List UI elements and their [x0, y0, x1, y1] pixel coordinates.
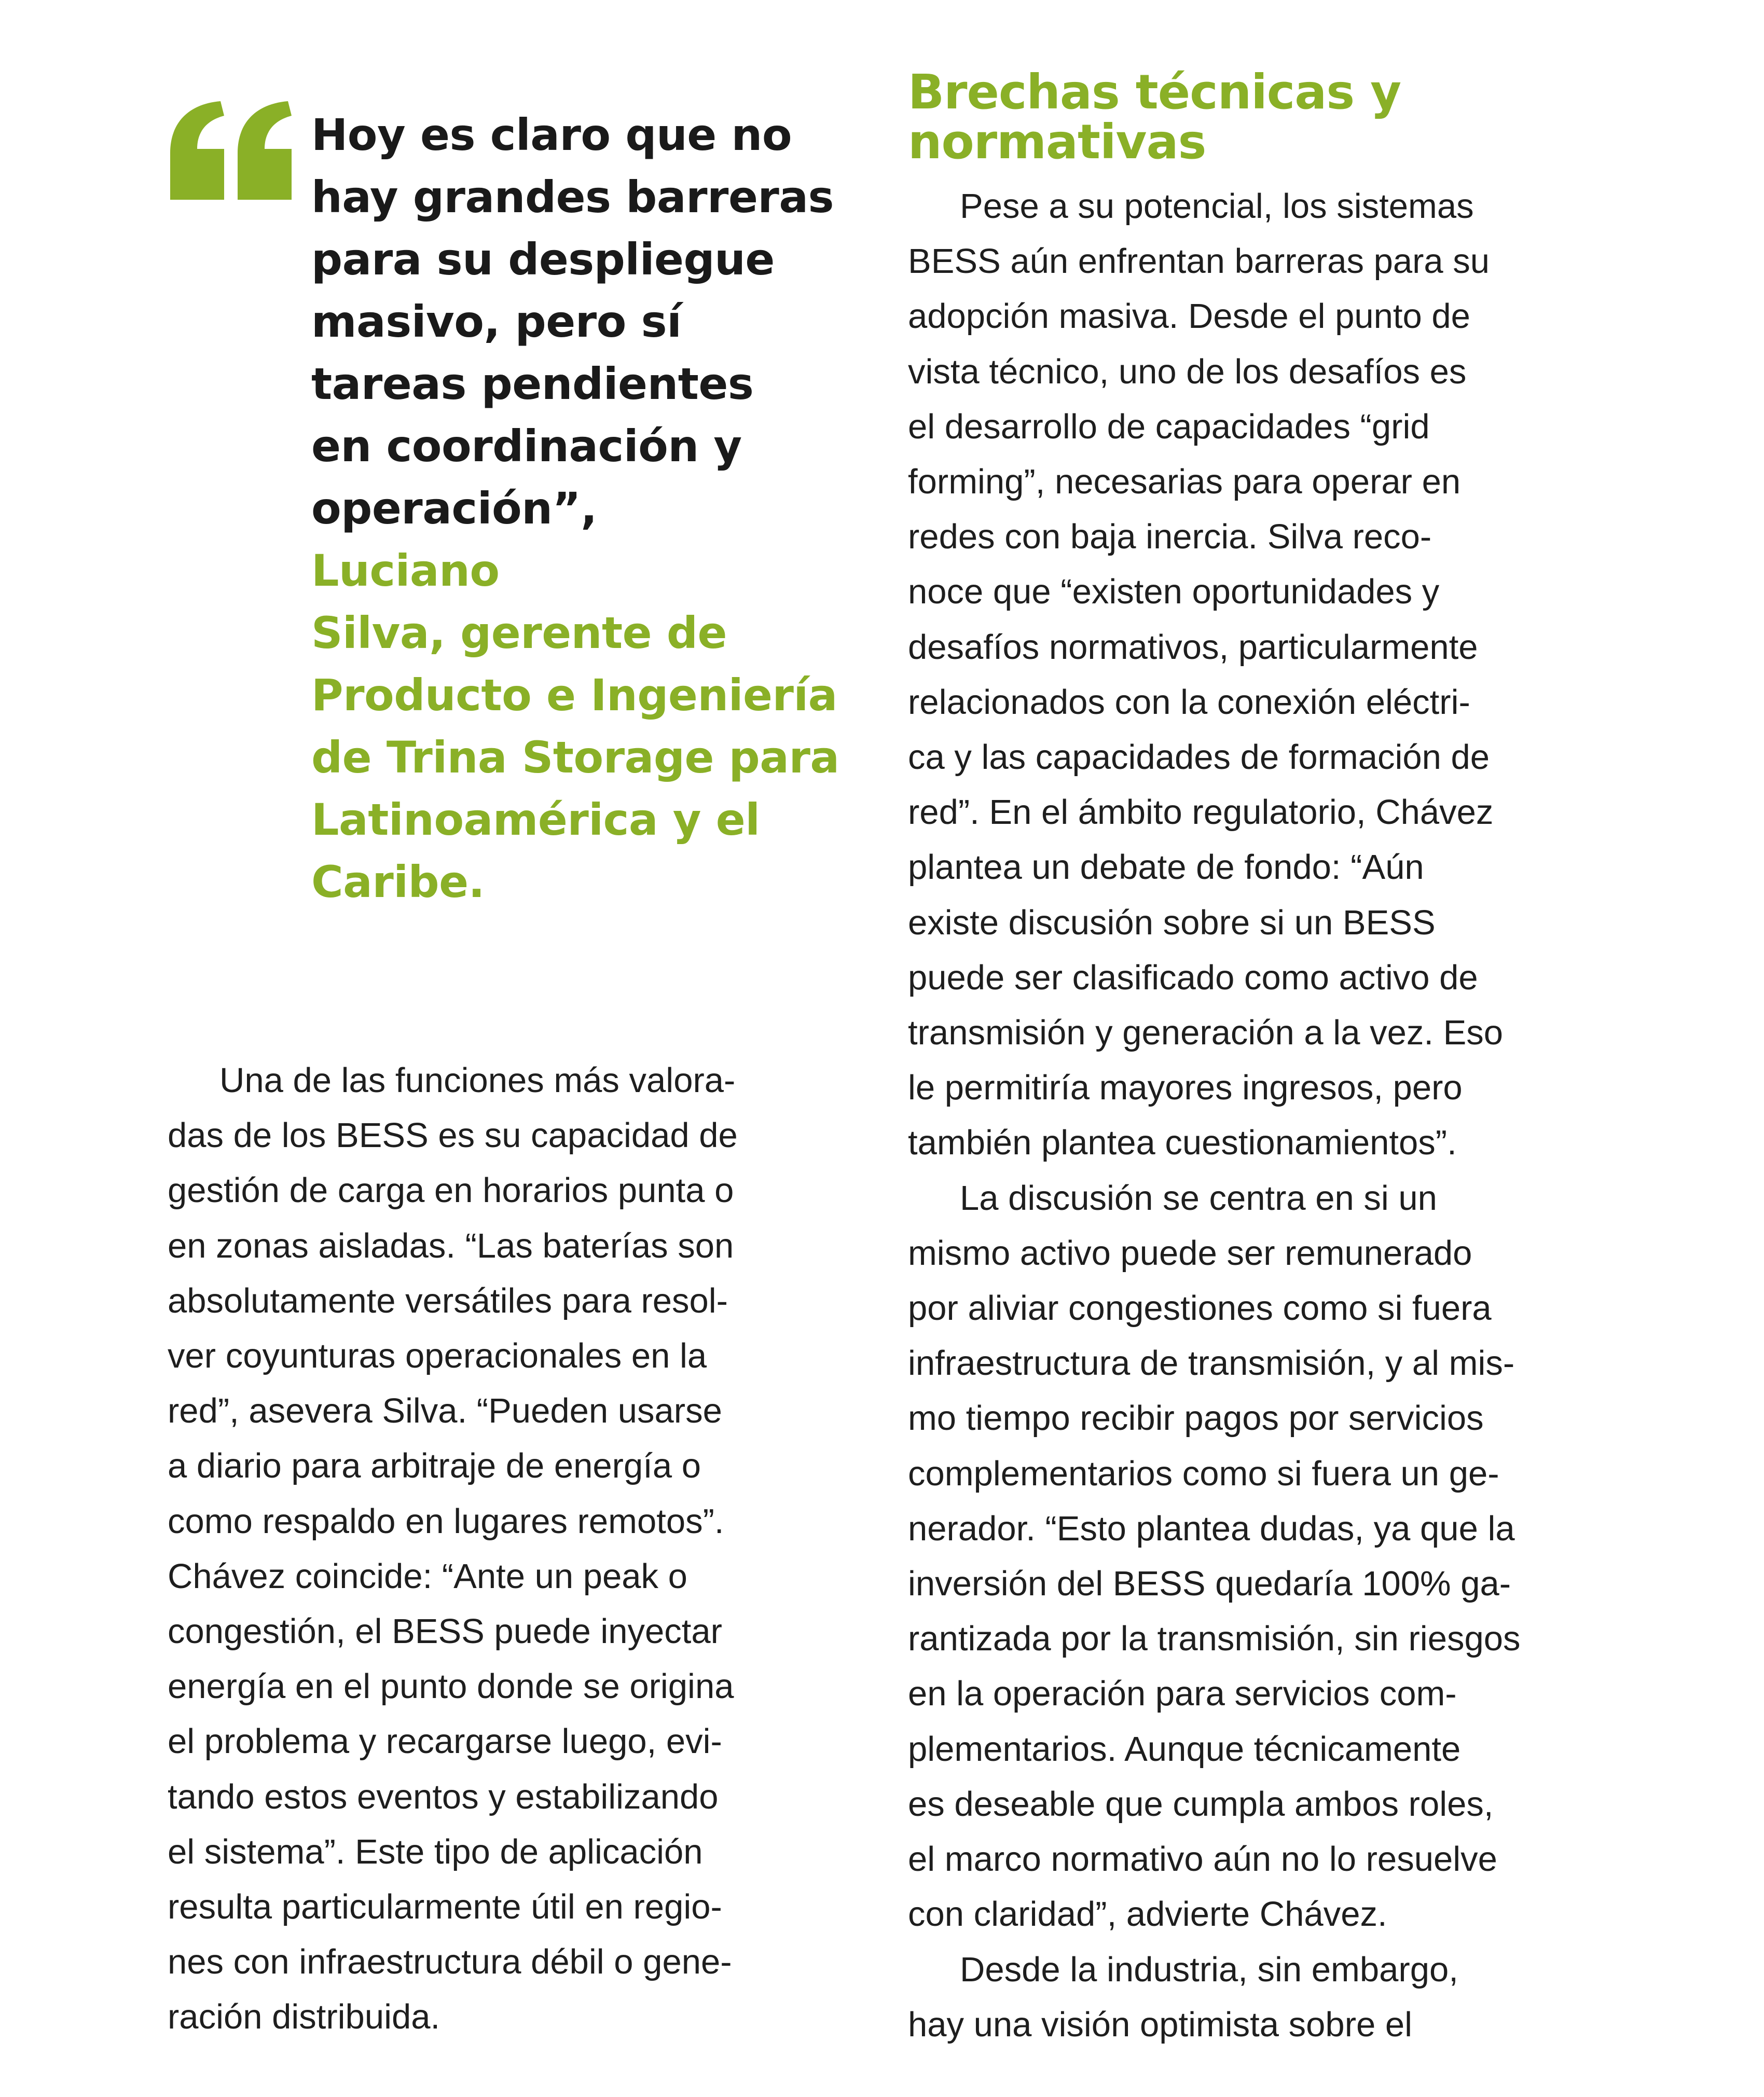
pull-quote	[311, 104, 856, 913]
text-line: ver coyunturas operacionales en la	[168, 1336, 707, 1376]
text-line: nes con infraestructura débil o gene-	[168, 1942, 732, 1982]
text-line: mo tiempo recibir pagos por servicios	[908, 1399, 1484, 1438]
text-line: Chávez coincide: “Ante un peak o	[168, 1556, 687, 1596]
text-line: también plantea cuestionamientos”.	[908, 1123, 1457, 1163]
text-line: congestión, el BESS puede inyectar	[168, 1612, 722, 1651]
text-line: forming”, necesarias para operar en	[908, 462, 1461, 502]
text-line: como respaldo en lugares remotos”.	[168, 1501, 724, 1541]
quote-line: en coordinación y	[311, 421, 742, 472]
attribution-line: Luciano	[311, 545, 500, 596]
quote-line: masivo, pero sí	[311, 296, 682, 347]
text-line: ración distribuida.	[168, 1997, 440, 2037]
text-line: el sistema”. Este tipo de aplicación	[168, 1832, 703, 1871]
text-line: mismo activo puede ser remunerado	[908, 1233, 1472, 1273]
text-line: vista técnico, uno de los desafíos es	[908, 352, 1467, 391]
attribution-line: Caribe.	[311, 857, 485, 907]
heading-line: normativas	[908, 114, 1206, 170]
text-line: existe discusión sobre si un BESS	[908, 903, 1436, 942]
text-line: es deseable que cumpla ambos roles,	[908, 1784, 1494, 1824]
text-line: nerador. “Esto plantea dudas, ya que la	[908, 1509, 1515, 1548]
text-line: hay una visión optimista sobre el	[908, 2005, 1413, 2044]
right-column-text	[908, 179, 1582, 2052]
text-line: infraestructura de transmisión, y al mis-	[908, 1344, 1515, 1383]
quote-line: para su despliegue	[311, 234, 775, 285]
text-line: rantizada por la transmisión, sin riesgos	[908, 1619, 1521, 1659]
text-line: tando estos eventos y estabilizando	[168, 1777, 719, 1816]
text-line: plantea un debate de fondo: “Aún	[908, 848, 1424, 887]
text-line: Desde la industria, sin embargo,	[960, 1950, 1458, 1989]
attribution-line: Silva, gerente de	[311, 608, 727, 658]
quote-line: operación”,	[311, 483, 597, 534]
text-line: das de los BESS es su capacidad de	[168, 1116, 738, 1155]
text-line: desafíos normativos, particularmente	[908, 627, 1478, 667]
text-line: inversión del BESS quedaría 100% ga-	[908, 1564, 1511, 1604]
text-line: le permitiría mayores ingresos, pero	[908, 1068, 1463, 1108]
text-line: BESS aún enfrentan barreras para su	[908, 242, 1490, 281]
text-line: transmisión y generación a la vez. Eso	[908, 1013, 1504, 1053]
text-line: puede ser clasificado como activo de	[908, 958, 1478, 997]
quote-line: hay grandes barreras	[311, 172, 834, 223]
paragraph	[908, 1171, 1582, 1942]
text-line: el problema y recargarse luego, evi-	[168, 1722, 722, 1761]
text-line: Pese a su potencial, los sistemas	[960, 187, 1474, 226]
text-line: La discusión se centra en si un	[960, 1178, 1437, 1218]
quote-line: tareas pendientes	[311, 358, 754, 409]
text-line: adopción masiva. Desde el punto de	[908, 297, 1470, 336]
text-line: relacionados con la conexión eléctri-	[908, 682, 1470, 722]
text-line: red”, asevera Silva. “Pueden usarse	[168, 1391, 722, 1431]
text-line: absolutamente versátiles para resol-	[168, 1281, 728, 1320]
paragraph	[908, 179, 1582, 1171]
heading-line: Brechas técnicas y	[908, 64, 1401, 120]
left-column-text	[168, 1053, 842, 2045]
text-line: a diario para arbitraje de energía o	[168, 1446, 701, 1486]
attribution-line: de Trina Storage para	[311, 732, 839, 783]
text-line: energía en el punto donde se origina	[168, 1667, 734, 1706]
text-line: con claridad”, advierte Chávez.	[908, 1895, 1387, 1934]
paragraph	[168, 1053, 842, 2045]
attribution-line: Latinoamérica y el	[311, 794, 760, 845]
text-line: plementarios. Aunque técnicamente	[908, 1729, 1461, 1769]
text-line: gestión de carga en horarios punta o	[168, 1171, 734, 1210]
quote-statement	[311, 104, 856, 540]
text-line: redes con baja inercia. Silva reco-	[908, 517, 1432, 557]
text-line: por aliviar congestiones como si fuera	[908, 1289, 1492, 1328]
text-line: ca y las capacidades de formación de	[908, 738, 1490, 777]
text-line: resulta particularmente útil en regio-	[168, 1887, 722, 1927]
section-heading	[908, 64, 1582, 170]
text-line: en zonas aisladas. “Las baterías son	[168, 1226, 734, 1265]
quote-mark-icon	[166, 101, 296, 205]
text-line: red”. En el ámbito regulatorio, Chávez	[908, 793, 1494, 832]
quote-attribution	[311, 540, 856, 913]
text-line: noce que “existen oportunidades y	[908, 572, 1440, 612]
text-line: complementarios como si fuera un ge-	[908, 1454, 1499, 1493]
text-line: Una de las funciones más valora-	[219, 1061, 736, 1100]
text-line: en la operación para servicios com-	[908, 1674, 1457, 1714]
text-line: el marco normativo aún no lo resuelve	[908, 1840, 1497, 1879]
text-line: el desarrollo de capacidades “grid	[908, 407, 1430, 446]
attribution-line: Producto e Ingeniería	[311, 670, 837, 721]
quote-line: Hoy es claro que no	[311, 109, 792, 160]
paragraph	[908, 1942, 1582, 2052]
